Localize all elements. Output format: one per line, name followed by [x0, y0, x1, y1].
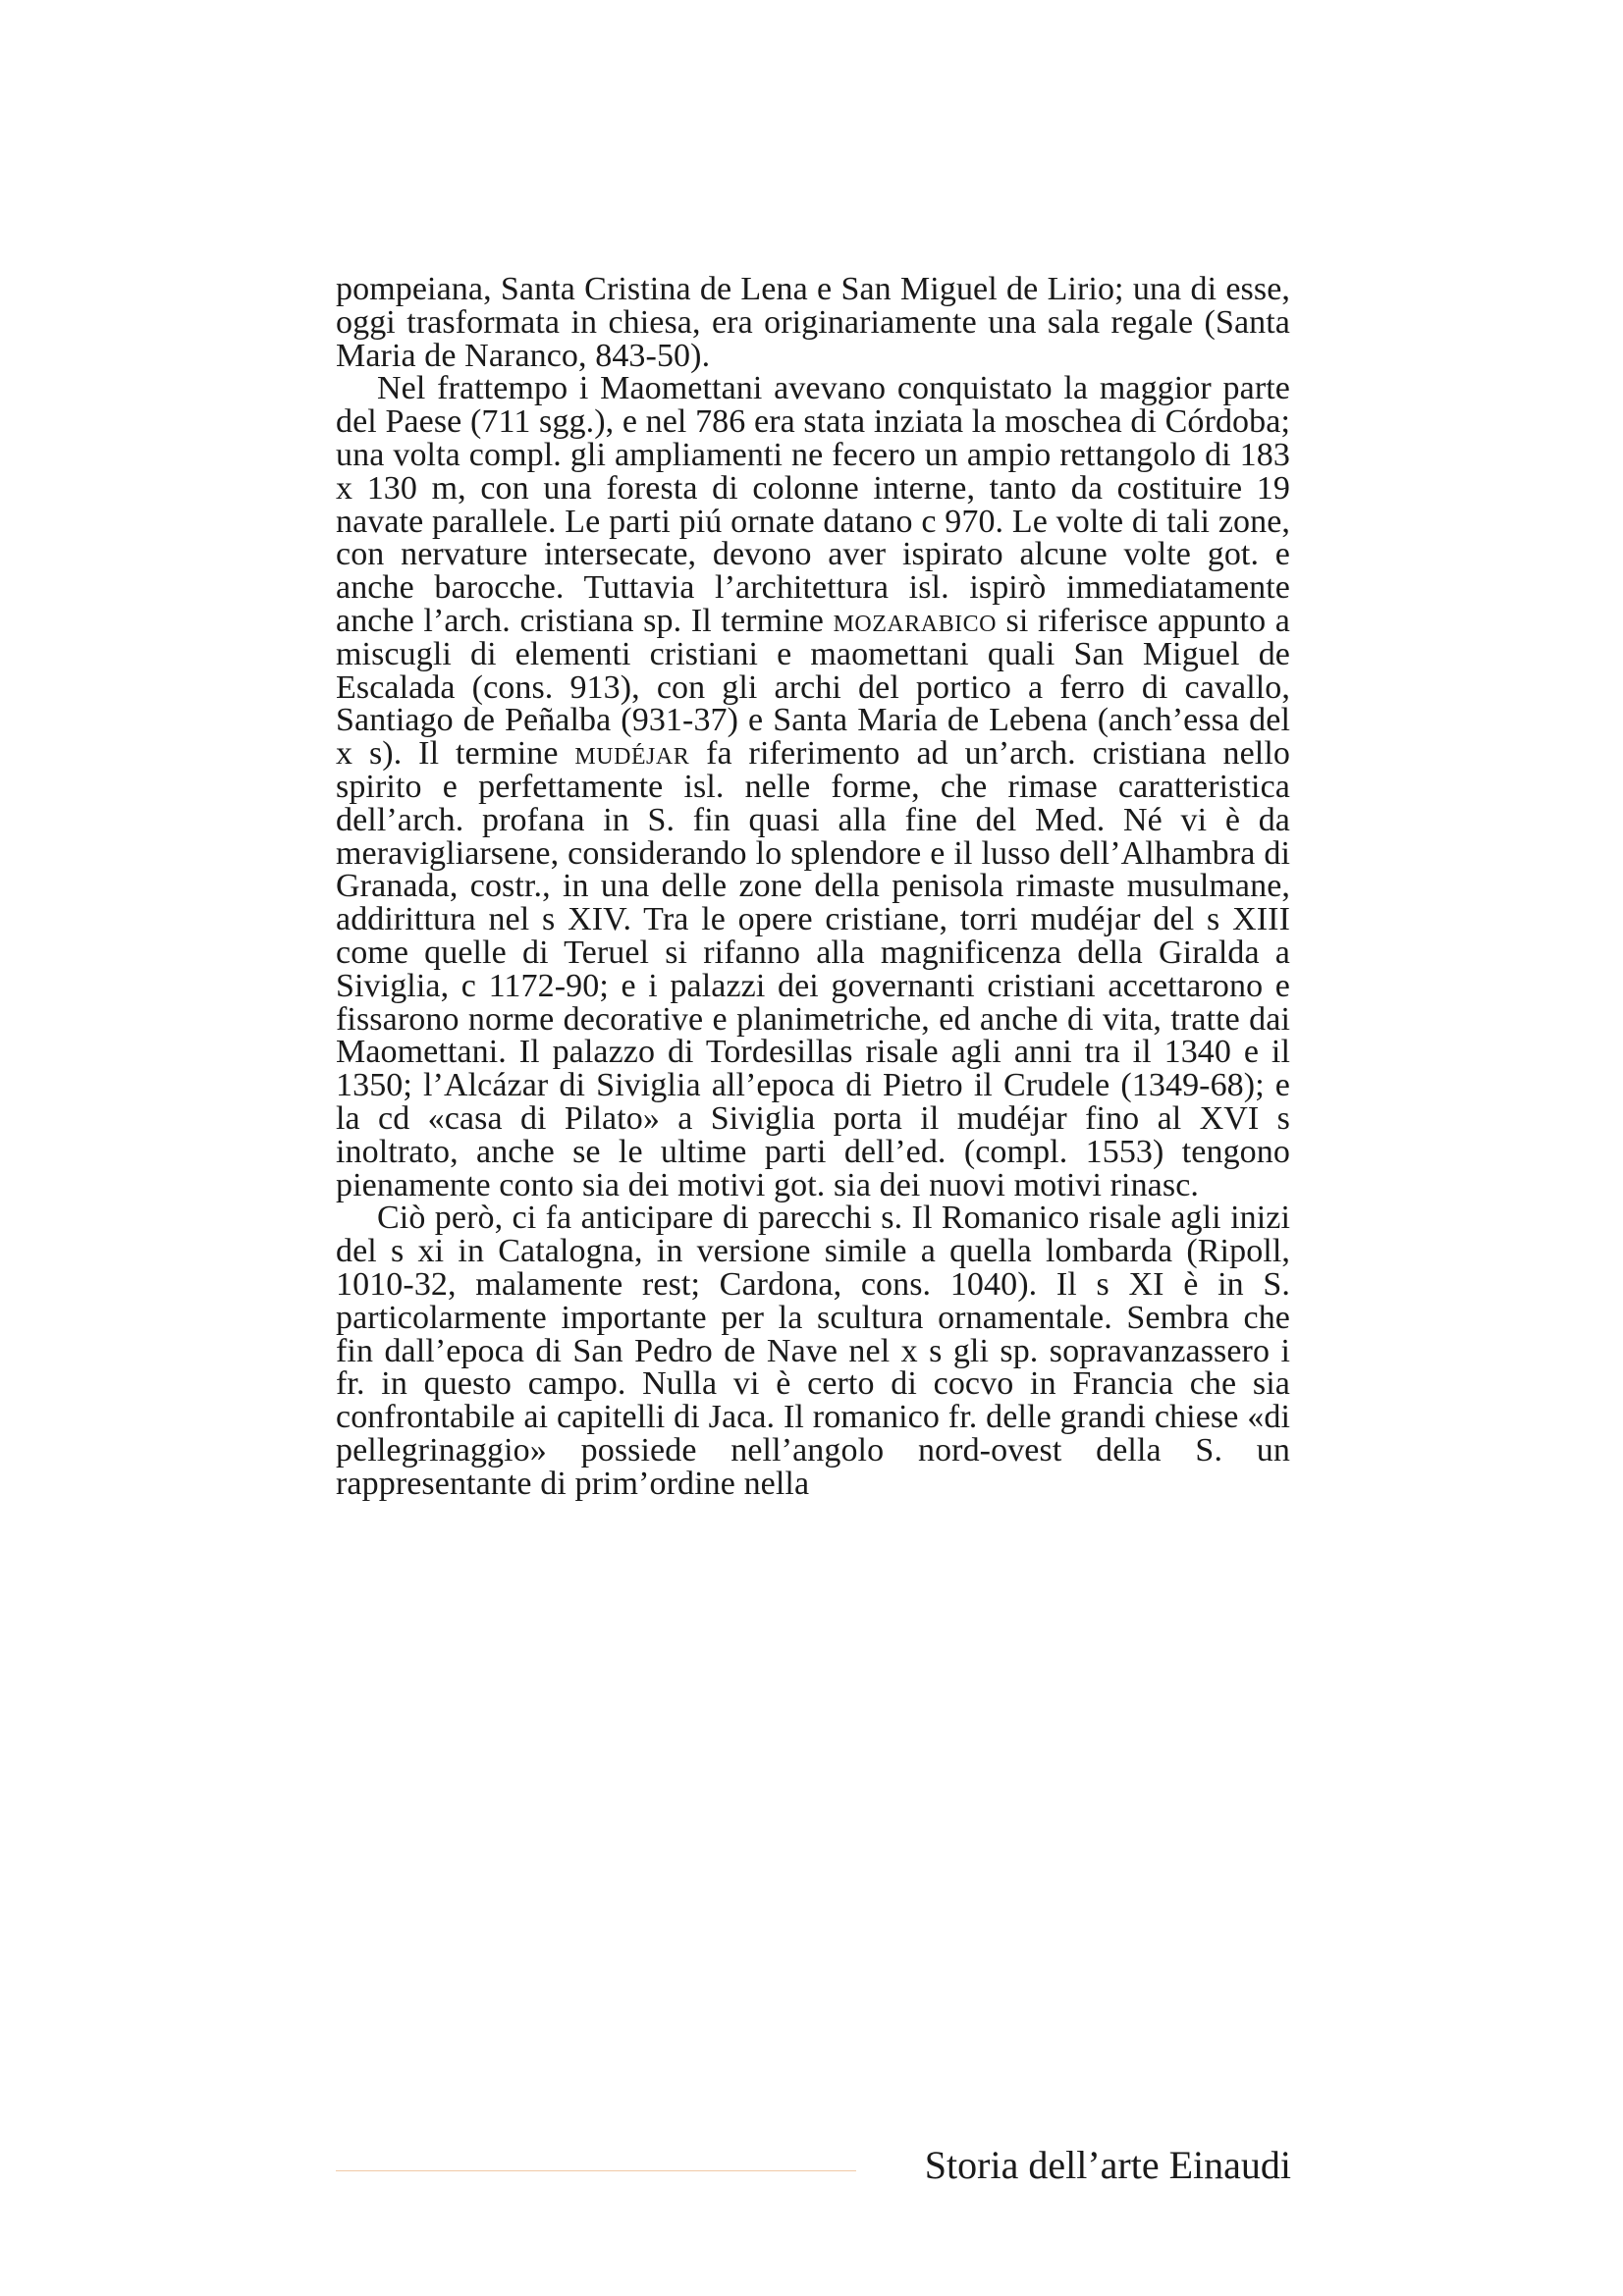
footer-title: Storia dell’arte Einaudi	[924, 2143, 1291, 2187]
body-text	[336, 273, 1290, 1500]
paragraph: pompeiana, Santa Cristina de Lena e San Miguel de Lirio; una di esse, oggi trasformata in chiesa, era originariamente una sala regale (Santa Maria de Naranco, 843-50).	[336, 271, 1290, 374]
paragraph: Nel frattempo i Maomettani avevano conquistato la maggior parte del Paese (711 sgg.), e nel 786 era stata inziata la moschea di Córdoba; una volta compl. gli ampliamenti ne fecero un ampio rettangolo di 183 x 130 m, con una foresta di colonne interne, tanto da costituire 19 navate parallele. Le parti piú ornate datano c 970. Le volte di tali zone, con nervature intersecate, devono aver ispirato alcune volte got. e anche barocche. Tuttavia l’architettura isl. ispirò immediatamente anche l’arch. cristiana sp. Il termine mozarabico si riferisce appunto a miscugli di elementi cristiani e maomettani quali San Miguel de Escalada (cons. 913), con gli archi del portico a ferro di cavallo, Santiago de Peñalba (931-37) e Santa Maria de Lebena (anch’essa del x s). Il termine mudéjar fa riferimento ad un’arch. cristiana nello spirito e perfettamente isl. nelle forme, che rimase caratteristica dell’arch. profana in S. fin quasi alla fine del Med. Né vi è da meravigliarsene, considerando lo splendore e il lusso dell’Alhambra di Granada, costr., in una delle zone della penisola rimaste musulmane, addirittura nel s XIV. Tra le opere cristiane, torri mudéjar del s XIII come quelle di Teruel si rifanno alla magnificenza della Giralda a Siviglia, c 1172-90; e i palazzi dei governanti cristiani accettarono e fissarono norme decorative e planimetriche, ed anche di vita, tratte dai Maomettani. Il palazzo di Tordesillas risale agli anni tra il 1340 e il 1350; l’Alcázar di Siviglia all’epoca di Pietro il Crudele (1349-68); e la cd «casa di Pilato» a Siviglia porta il mudéjar fino al XVI s inoltrato, anche se le ultime parti dell’ed. (compl. 1553) tengono pienamente conto sia dei motivi got. sia dei nuovi motivi rinasc.	[336, 370, 1290, 1203]
paragraph: Ciò però, ci fa anticipare di parecchi s. Il Romanico risale agli inizi del s xi in Catalogna, in versione simile a quella lombarda (Ripoll, 1010-32, malamente rest; Cardona, cons. 1040). Il s XI è in S. particolarmente importante per la scultura ornamentale. Sembra che fin dall’epoca di San Pedro de Nave nel x s gli sp. sopravanzassero i fr. in questo campo. Nulla vi è certo di cocvo in Francia che sia confrontabile ai capitelli di Jaca. Il romanico fr. delle grandi chiese «di pellegrinaggio» possiede nell’angolo nord-ovest della S. un rappresentante di prim’ordine nella	[336, 1200, 1290, 1502]
footer-divider	[336, 2170, 856, 2171]
